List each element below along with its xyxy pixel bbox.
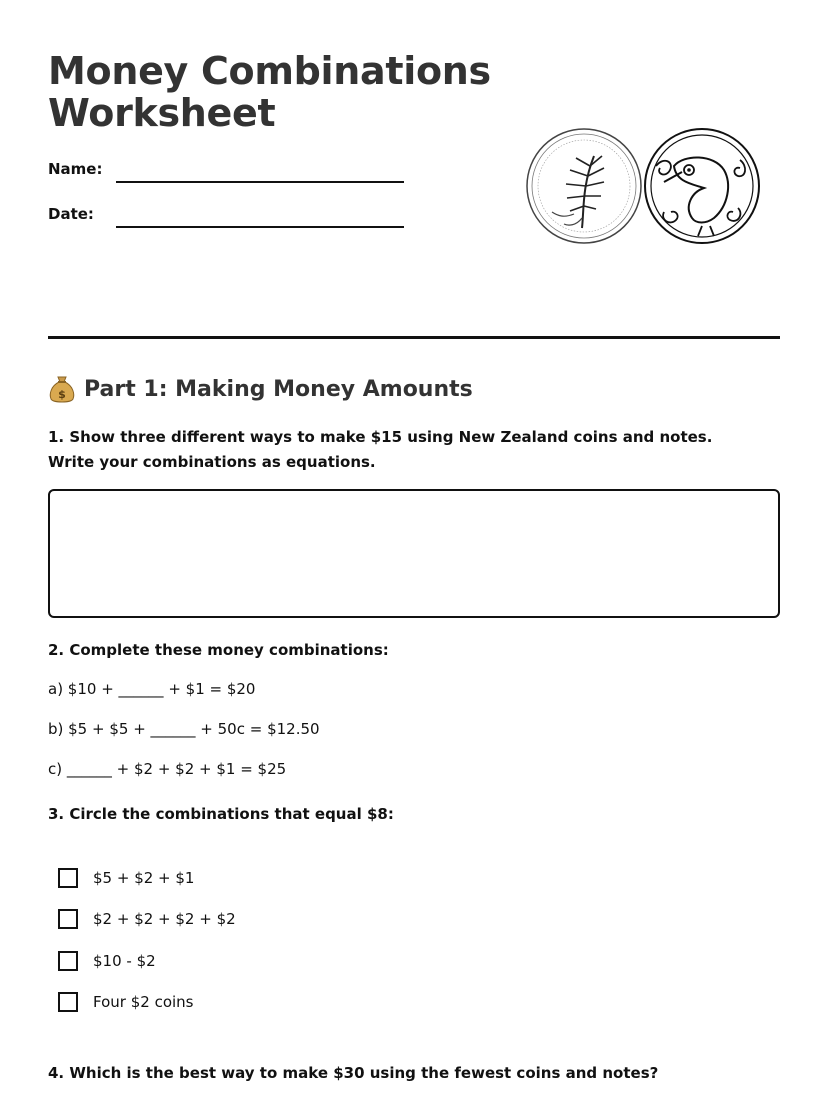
part1-heading: [48, 374, 473, 404]
date-label: Date:: [48, 205, 94, 223]
question-2-item-c: c) ______ + $2 + $2 + $1 = $25: [48, 760, 287, 778]
money-bag-icon: [48, 374, 76, 404]
option-label: $10 - $2: [93, 952, 156, 970]
checkbox[interactable]: [58, 951, 78, 971]
question-2-item-b: b) $5 + $5 + ______ + 50c = $12.50: [48, 720, 320, 738]
title-line-2: Worksheet: [48, 91, 276, 135]
svg-text:$: $: [58, 388, 66, 401]
question-3-option-1[interactable]: [58, 868, 194, 888]
option-label: $2 + $2 + $2 + $2: [93, 910, 236, 928]
nz-coins-illustration: [524, 126, 764, 246]
question-1-answer-box[interactable]: [48, 489, 780, 618]
title-line-1: Money Combinations: [48, 49, 491, 93]
checkbox[interactable]: [58, 992, 78, 1012]
kiwi-coin-icon: [645, 129, 759, 243]
question-3-option-2[interactable]: [58, 909, 236, 929]
question-2: 2. Complete these money combinations:: [48, 641, 389, 659]
question-4: 4. Which is the best way to make $30 using the fewest coins and notes?: [48, 1064, 659, 1082]
checkbox[interactable]: [58, 909, 78, 929]
option-label: Four $2 coins: [93, 993, 194, 1011]
part1-heading-text: Part 1: Making Money Amounts: [84, 376, 473, 402]
option-label: $5 + $2 + $1: [93, 869, 195, 887]
question-2-item-a: a) $10 + ______ + $1 = $20: [48, 680, 256, 698]
date-line[interactable]: [116, 226, 404, 228]
worksheet-title: [48, 50, 491, 134]
question-1: 1. Show three different ways to make $15 using New Zealand coins and notes. Write your combinations as equations.: [48, 428, 713, 471]
fern-coin-icon: [527, 129, 641, 243]
question-3-option-4[interactable]: [58, 992, 193, 1012]
name-label: Name:: [48, 160, 103, 178]
checkbox[interactable]: [58, 868, 78, 888]
name-line[interactable]: [116, 181, 404, 183]
question-3: 3. Circle the combinations that equal $8:: [48, 805, 394, 823]
worksheet-page: [48, 0, 780, 1118]
question-3-option-3[interactable]: [58, 951, 156, 971]
header-divider: [48, 336, 780, 339]
